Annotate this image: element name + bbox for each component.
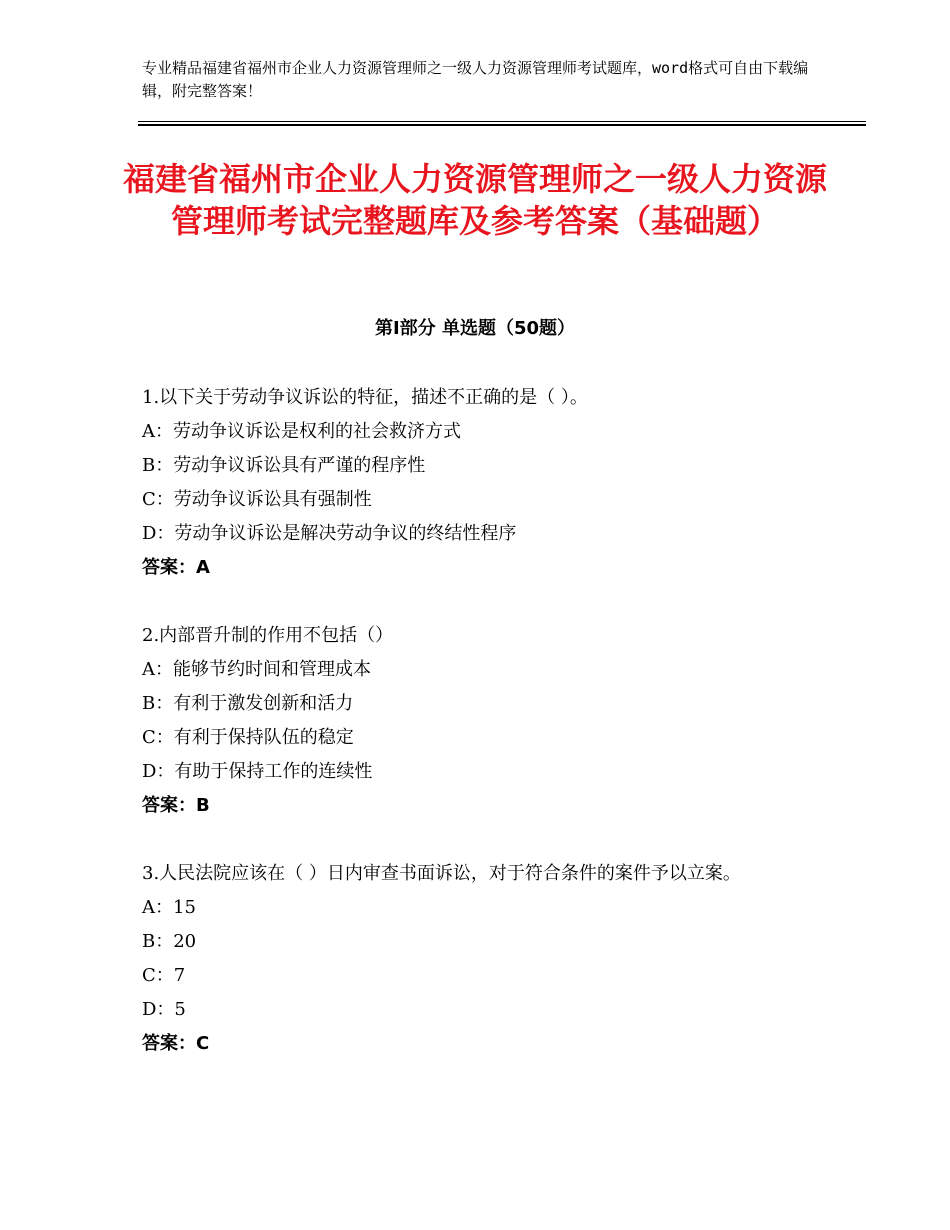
question-stem: 3.人民法院应该在（ ）日内审查书面诉讼，对于符合条件的案件予以立案。: [142, 863, 741, 884]
question-stem: 1.以下关于劳动争议诉讼的特征，描述不正确的是（ ）。: [142, 387, 588, 408]
header-divider-thin: [138, 121, 866, 122]
option-b: B：劳动争议诉讼具有严谨的程序性: [142, 455, 426, 476]
answer-label: 答案：C: [142, 1033, 210, 1054]
document-title: 福建省福州市企业人力资源管理师之一级人力资源管理师考试完整题库及参考答案（基础题）: [122, 160, 827, 240]
header-note: 专业精品福建省福州市企业人力资源管理师之一级人力资源管理师考试题库，word格式可自由下载编辑，附完整答案！: [142, 59, 809, 100]
option-d: D：劳动争议诉讼是解决劳动争议的终结性程序: [142, 523, 517, 544]
option-d: D：5: [142, 999, 186, 1020]
option-b: B：有利于激发创新和活力: [142, 693, 354, 714]
option-c: C：7: [142, 965, 186, 986]
question-2: [142, 619, 822, 823]
question-3: [142, 857, 822, 1061]
option-a: A：劳动争议诉讼是权利的社会救济方式: [142, 421, 461, 442]
option-a: A：15: [142, 897, 196, 918]
question-stem: 2.内部晋升制的作用不包括（）: [142, 625, 394, 646]
section-title: 第Ⅰ部分 单选题（50题）: [374, 318, 575, 339]
option-c: C：有利于保持队伍的稳定: [142, 727, 354, 748]
option-c: C：劳动争议诉讼具有强制性: [142, 489, 372, 510]
option-b: B：20: [142, 931, 197, 952]
option-a: A：能够节约时间和管理成本: [142, 659, 371, 680]
option-d: D：有助于保持工作的连续性: [142, 761, 373, 782]
answer-label: 答案：A: [142, 557, 210, 578]
header-divider-thick: [138, 124, 866, 126]
answer-label: 答案：B: [142, 795, 210, 816]
question-1: [142, 381, 822, 585]
